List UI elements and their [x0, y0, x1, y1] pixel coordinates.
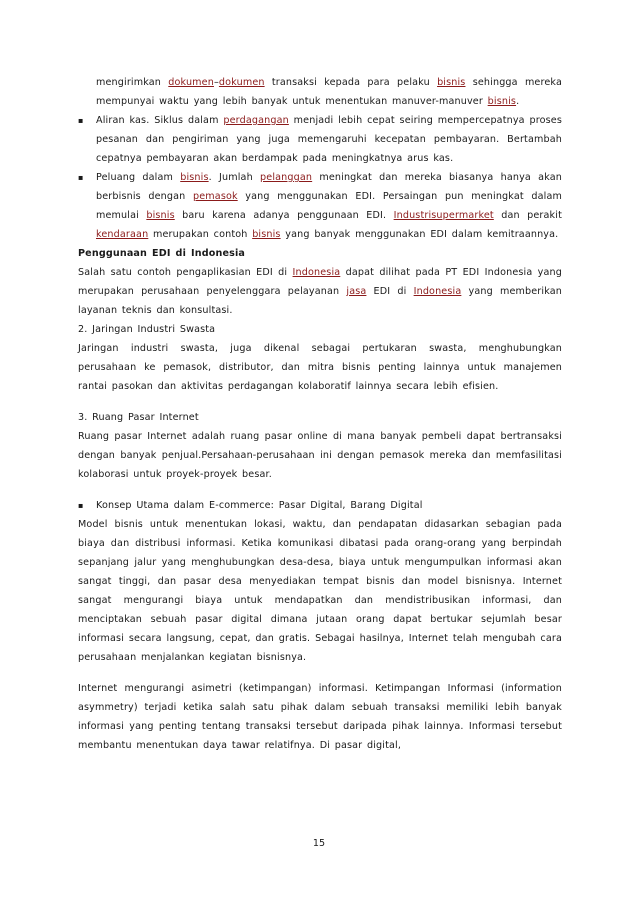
- page-content: [78, 73, 562, 755]
- link-perdagangan[interactable]: perdagangan: [223, 115, 289, 126]
- paragraph-internet-asimetri: Internet mengurangi asimetri (ketimpangan) informasi. Ketimpangan Informasi (information asymmetry) terjadi ketika salah satu pihak dalam sebuah transaksi memiliki lebih banyak informasi yang penting tentang transaksi tersebut daripada pihak lainnya. Informasi tersebut membantu menentukan daya tawar relatifnya. Di pasar digital,: [78, 683, 562, 751]
- bullet-item-peluang: [78, 168, 562, 244]
- text: –: [213, 77, 219, 88]
- bullet-square-icon: ▪: [78, 173, 84, 182]
- link-indonesia[interactable]: Indonesia: [413, 286, 462, 297]
- bullet-item-aliran-kas: [78, 111, 562, 168]
- heading-ruang-pasar-internet: 3. Ruang Pasar Internet: [78, 412, 199, 423]
- paragraph-ruang-pasar-internet: Ruang pasar Internet adalah ruang pasar online di mana banyak pembeli dapat bertransaksi dengan banyak penjual.Persahaan-perusahaan ini dengan pemasok mereka dan memfasilitasi kolaborasi untuk proyek-proyek besar.: [78, 431, 562, 480]
- link-kendaraan[interactable]: kendaraan: [96, 229, 149, 240]
- text: yang banyak menggunakan EDI dalam kemitraannya.: [280, 229, 559, 240]
- bullet-square-icon: ▪: [78, 116, 84, 125]
- link-bisnis[interactable]: bisnis: [146, 210, 175, 221]
- text: meningkat dan mereka biasanya hanya akan berbisnis dengan: [96, 172, 562, 202]
- text: dan perakit: [493, 210, 562, 221]
- text: yang memberikan layanan teknis dan konsultasi.: [78, 286, 562, 316]
- text: EDI di: [366, 286, 414, 297]
- continued-bullet-text: [78, 73, 562, 111]
- link-industrisupermarket[interactable]: Industrisupermarket: [393, 210, 494, 221]
- text: Konsep Utama dalam E-commerce: Pasar Digital, Barang Digital: [96, 500, 423, 511]
- heading-penggunaan-edi: Penggunaan EDI di Indonesia: [78, 248, 246, 259]
- text: sehingga mereka mempunyai waktu yang lebih banyak untuk menentukan manuver-manuver: [96, 77, 562, 107]
- paragraph-jaringan-industri-swasta: Jaringan industri swasta, juga dikenal sebagai pertukaran swasta, menghubungkan perusahaan ke pemasok, distributor, dan mitra bisnis penting lainnya untuk manajemen rantai pasokan dan aktivitas perdagangan kolaboratif lainnya secara lebih efisien.: [78, 343, 562, 392]
- paragraph-salah-satu: [78, 263, 562, 320]
- link-bisnis[interactable]: bisnis: [180, 172, 209, 183]
- text: Salah satu contoh pengaplikasian EDI di: [78, 267, 293, 278]
- link-indonesia[interactable]: Indonesia: [292, 267, 341, 278]
- text: merupakan contoh: [148, 229, 253, 240]
- bullet-item-konsep-utama: [78, 496, 562, 515]
- bullet-square-icon: ▪: [78, 501, 84, 510]
- text: mengirimkan: [96, 77, 169, 88]
- text: baru karena adanya penggunaan EDI.: [174, 210, 394, 221]
- link-bisnis[interactable]: bisnis: [437, 77, 466, 88]
- heading-jaringan-industri-swasta: 2. Jaringan Industri Swasta: [78, 324, 216, 335]
- text: dapat dilihat pada PT EDI Indonesia yang merupakan perusahaan penyelenggara pelayanan: [78, 267, 562, 297]
- text: yang menggunakan EDI. Persaingan pun meningkat dalam memulai: [96, 191, 562, 221]
- page-number: 15: [312, 838, 326, 849]
- link-pelanggan[interactable]: pelanggan: [260, 172, 313, 183]
- paragraph-model-bisnis: Model bisnis untuk menentukan lokasi, waktu, dan pendapatan didasarkan sebagian pada biaya dan distribusi informasi. Ketika komunikasi dibatasi pada orang-orang yang berpindah sepanjang jalur yang menghubungkan desa-desa, biaya untuk mengumpulkan informasi akan sangat tinggi, dan pasar desa menyediakan tempat bisnis dan model bisnisnya. Internet sangat mengurangi biaya untuk mendapatkan dan mendistribusikan informasi, dan menciptakan sebuah pasar digital dimana jutaan orang dapat bertukar sejumlah besar informasi secara langsung, cepat, dan gratis. Sebagai hasilnya, Internet telah mengubah cara perusahaan menjalankan kegiatan bisnisnya.: [78, 519, 562, 663]
- spacer: [78, 396, 562, 408]
- text: Peluang dalam: [96, 172, 181, 183]
- link-dokumen[interactable]: dokumen: [168, 77, 214, 88]
- text: .: [516, 96, 520, 107]
- link-bisnis[interactable]: bisnis: [487, 96, 517, 107]
- link-pemasok[interactable]: pemasok: [193, 191, 238, 202]
- link-bisnis[interactable]: bisnis: [252, 229, 281, 240]
- text: Aliran kas. Siklus dalam: [96, 115, 224, 126]
- text: menjadi lebih cepat seiring mempercepatnya proses pesanan dan pengiriman yang juga memengaruhi kecepatan pembayaran. Bertambah cepatnya pembayaran akan berdampak pada meningkatnya arus kas.: [96, 115, 562, 164]
- spacer: [78, 667, 562, 679]
- spacer: [78, 484, 562, 496]
- link-jasa[interactable]: jasa: [346, 286, 367, 297]
- text: transaksi kepada para pelaku: [264, 77, 438, 88]
- link-dokumen[interactable]: dokumen: [218, 77, 265, 88]
- text: . Jumlah: [208, 172, 261, 183]
